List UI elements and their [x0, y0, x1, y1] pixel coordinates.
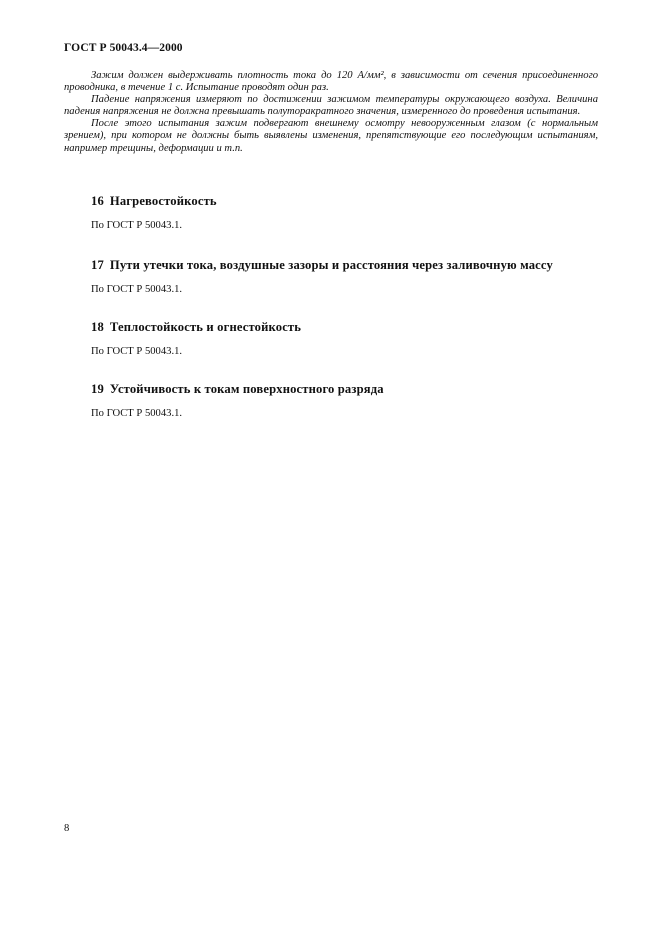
section-title: Устойчивость к токам поверхностного разряда [109, 382, 384, 396]
document-header: ГОСТ Р 50043.4—2000 [64, 42, 183, 54]
section-heading [91, 382, 384, 397]
section-number: 19 [91, 382, 104, 396]
section-17 [91, 258, 553, 295]
test-requirements-text [64, 70, 598, 155]
section-19 [91, 382, 384, 419]
section-number: 17 [91, 258, 104, 272]
paragraph-current-density: Зажим должен выдерживать плотность тока до 120 А/мм², в зависимости от сечения присоединенного проводника, в течение 1 с. Испытание проводят один раз. [64, 70, 598, 94]
section-body: По ГОСТ Р 50043.1. [91, 284, 183, 295]
section-heading [91, 320, 301, 335]
section-heading [91, 194, 217, 209]
section-title: Теплостойкость и огнестойкость [109, 320, 302, 334]
section-number: 16 [91, 194, 104, 208]
section-18 [91, 320, 301, 357]
section-title: Пути утечки тока, воздушные зазоры и расстояния через заливочную массу [109, 258, 553, 272]
section-16 [91, 194, 217, 231]
section-body: По ГОСТ Р 50043.1. [91, 346, 183, 357]
page-number: 8 [64, 823, 70, 834]
section-body: По ГОСТ Р 50043.1. [91, 408, 183, 419]
section-body: По ГОСТ Р 50043.1. [91, 220, 183, 231]
section-number: 18 [91, 320, 104, 334]
paragraph-voltage-drop: Падение напряжения измеряют по достижении зажимом температуры окружающего воздуха. Величина падения напряжения не должна превышать полуторакратного значения, измеренного до проведения испытания. [64, 94, 598, 118]
paragraph-visual-inspection: После этого испытания зажим подвергают внешнему осмотру невооруженным глазом (с нормальным зрением), при котором не должны быть выявлены изменения, препятствующие его последующим испытаниям, например трещины, деформации и т.п. [64, 118, 598, 154]
section-title: Нагревостойкость [109, 194, 217, 208]
section-heading [91, 258, 553, 273]
